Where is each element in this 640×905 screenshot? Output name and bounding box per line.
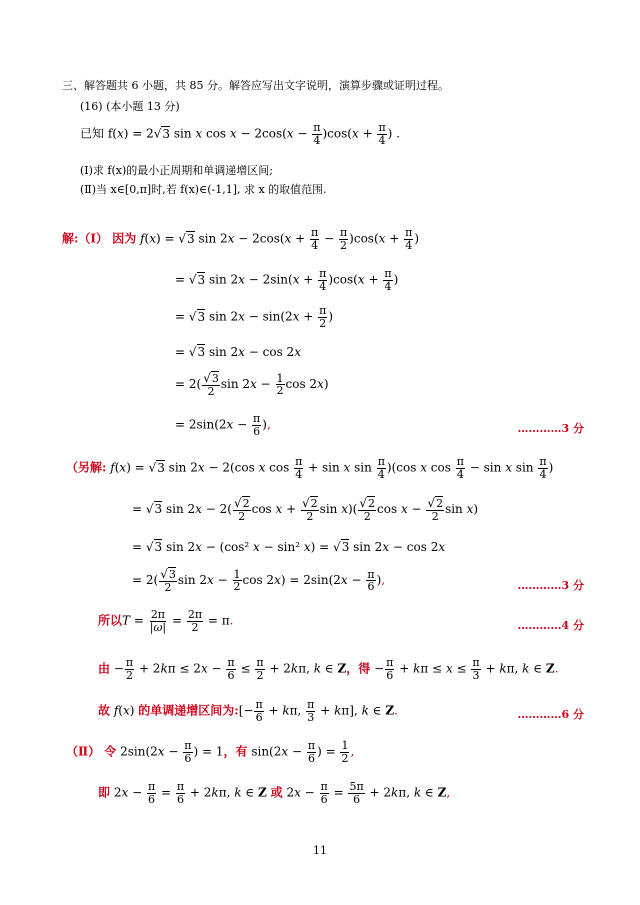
alt-line-3: = √3 sin 2x − (cos² x − sin² x) = √3 sin 2x − cos 2x bbox=[132, 540, 446, 554]
score-1: …………3 分 bbox=[517, 422, 584, 435]
question-2: (Ⅱ)当 x∈[0,π]时,若 f(x)∈(-1,1], 求 x 的取值范围. bbox=[80, 183, 327, 196]
section-heading: 三、解答题共 6 小题，共 85 分。解答应写出文字说明，演算步骤或证明过程。 bbox=[62, 79, 449, 92]
alt-line-2: = √3 sin 2x − 2( $\frac{√2}{2}$ cos x + $\frac{√2}{2}$ sin x)( $\frac{√2}{2}$ cos x − $\frac{√2}{2}$ sin x) bbox=[132, 496, 479, 523]
period-line: 所以T = $\frac{2\pi}{|\omega|}$ = $\frac{2\pi}{2}$ = π. bbox=[98, 608, 234, 634]
alt-line-4: = 2( $\frac{√3}{2}$ sin 2x − $\frac{1}{2}$ cos 2x) = 2sin(2x − $\frac{\pi}{6}$ ), bbox=[132, 567, 386, 594]
score-4: …………6 分 bbox=[517, 708, 584, 721]
given-function: 已知 f(x) = 2√3 sin x cos x − 2cos(x − $\frac{\pi}{4}$ )cos(x + $\frac{\pi}{4}$ ) . bbox=[80, 121, 400, 147]
solution-line-1: 解:（Ⅰ） 因为 f(x) = √3 sin 2x − 2cos(x + $\frac{\pi}{4}$ − $\frac{\pi}{2}$ )cos(x + $\frac{\pi}{4}$ ) bbox=[62, 226, 420, 252]
score-2: …………3 分 bbox=[517, 579, 584, 592]
interval-derivation: 由 − $\frac{\pi}{2}$ + 2kπ ≤ 2x − $\frac{\pi}{6}$ ≤ $\frac{\pi}{2}$ + 2kπ, k ∈ Z，得 − $\frac{\pi}{6}$ + kπ ≤ x ≤ $\frac{\pi}{3}$ + kπ, k ∈ Z. bbox=[98, 656, 559, 682]
solution-line-4: = √3 sin 2x − cos 2x bbox=[175, 345, 301, 359]
problem-number: (16) (本小题 13 分) bbox=[80, 100, 180, 113]
solution-line-5: = 2( $\frac{√3}{2}$ sin 2x − $\frac{1}{2}$ cos 2x) bbox=[175, 371, 329, 398]
solution-line-6: = 2sin(2x − $\frac{\pi}{6}$ ), bbox=[175, 412, 271, 438]
solution-line-2: = √3 sin 2x − 2sin(x + $\frac{\pi}{4}$ )cos(x + $\frac{\pi}{4}$ ) bbox=[175, 267, 399, 293]
part2-line-2: 即 2x − $\frac{\pi}{6}$ = $\frac{\pi}{6}$ + 2kπ, k ∈ Z 或 2x − $\frac{\pi}{6}$ = $\frac{5\pi}{6}$ + 2kπ, k ∈ Z, bbox=[98, 780, 451, 806]
question-1: (Ⅰ)求 f(x)的最小正周期和单调递增区间; bbox=[80, 164, 273, 177]
increasing-interval: 故 f(x) 的单调递增区间为:[− $\frac{\pi}{6}$ + kπ, $\frac{\pi}{3}$ + kπ], k ∈ Z. bbox=[98, 698, 398, 724]
score-3: …………4 分 bbox=[517, 619, 584, 632]
page-number: 11 bbox=[313, 844, 327, 857]
part2-line-1: （Ⅱ） 令 2sin(2x − $\frac{\pi}{6}$ ) = 1，有 sin(2x − $\frac{\pi}{6}$ ) = $\frac{1}{2}$ , bbox=[66, 739, 355, 765]
solution-line-3: = √3 sin 2x − sin(2x + $\frac{\pi}{2}$ ) bbox=[175, 304, 334, 330]
alt-line-1: （另解: f(x) = √3 sin 2x − 2(cos x cos $\frac{\pi}{4}$ + sin x sin $\frac{\pi}{4}$ )(cos x cos $\frac{\pi}{4}$ − sin x sin $\frac{\pi}{4}$ ) bbox=[66, 455, 554, 481]
